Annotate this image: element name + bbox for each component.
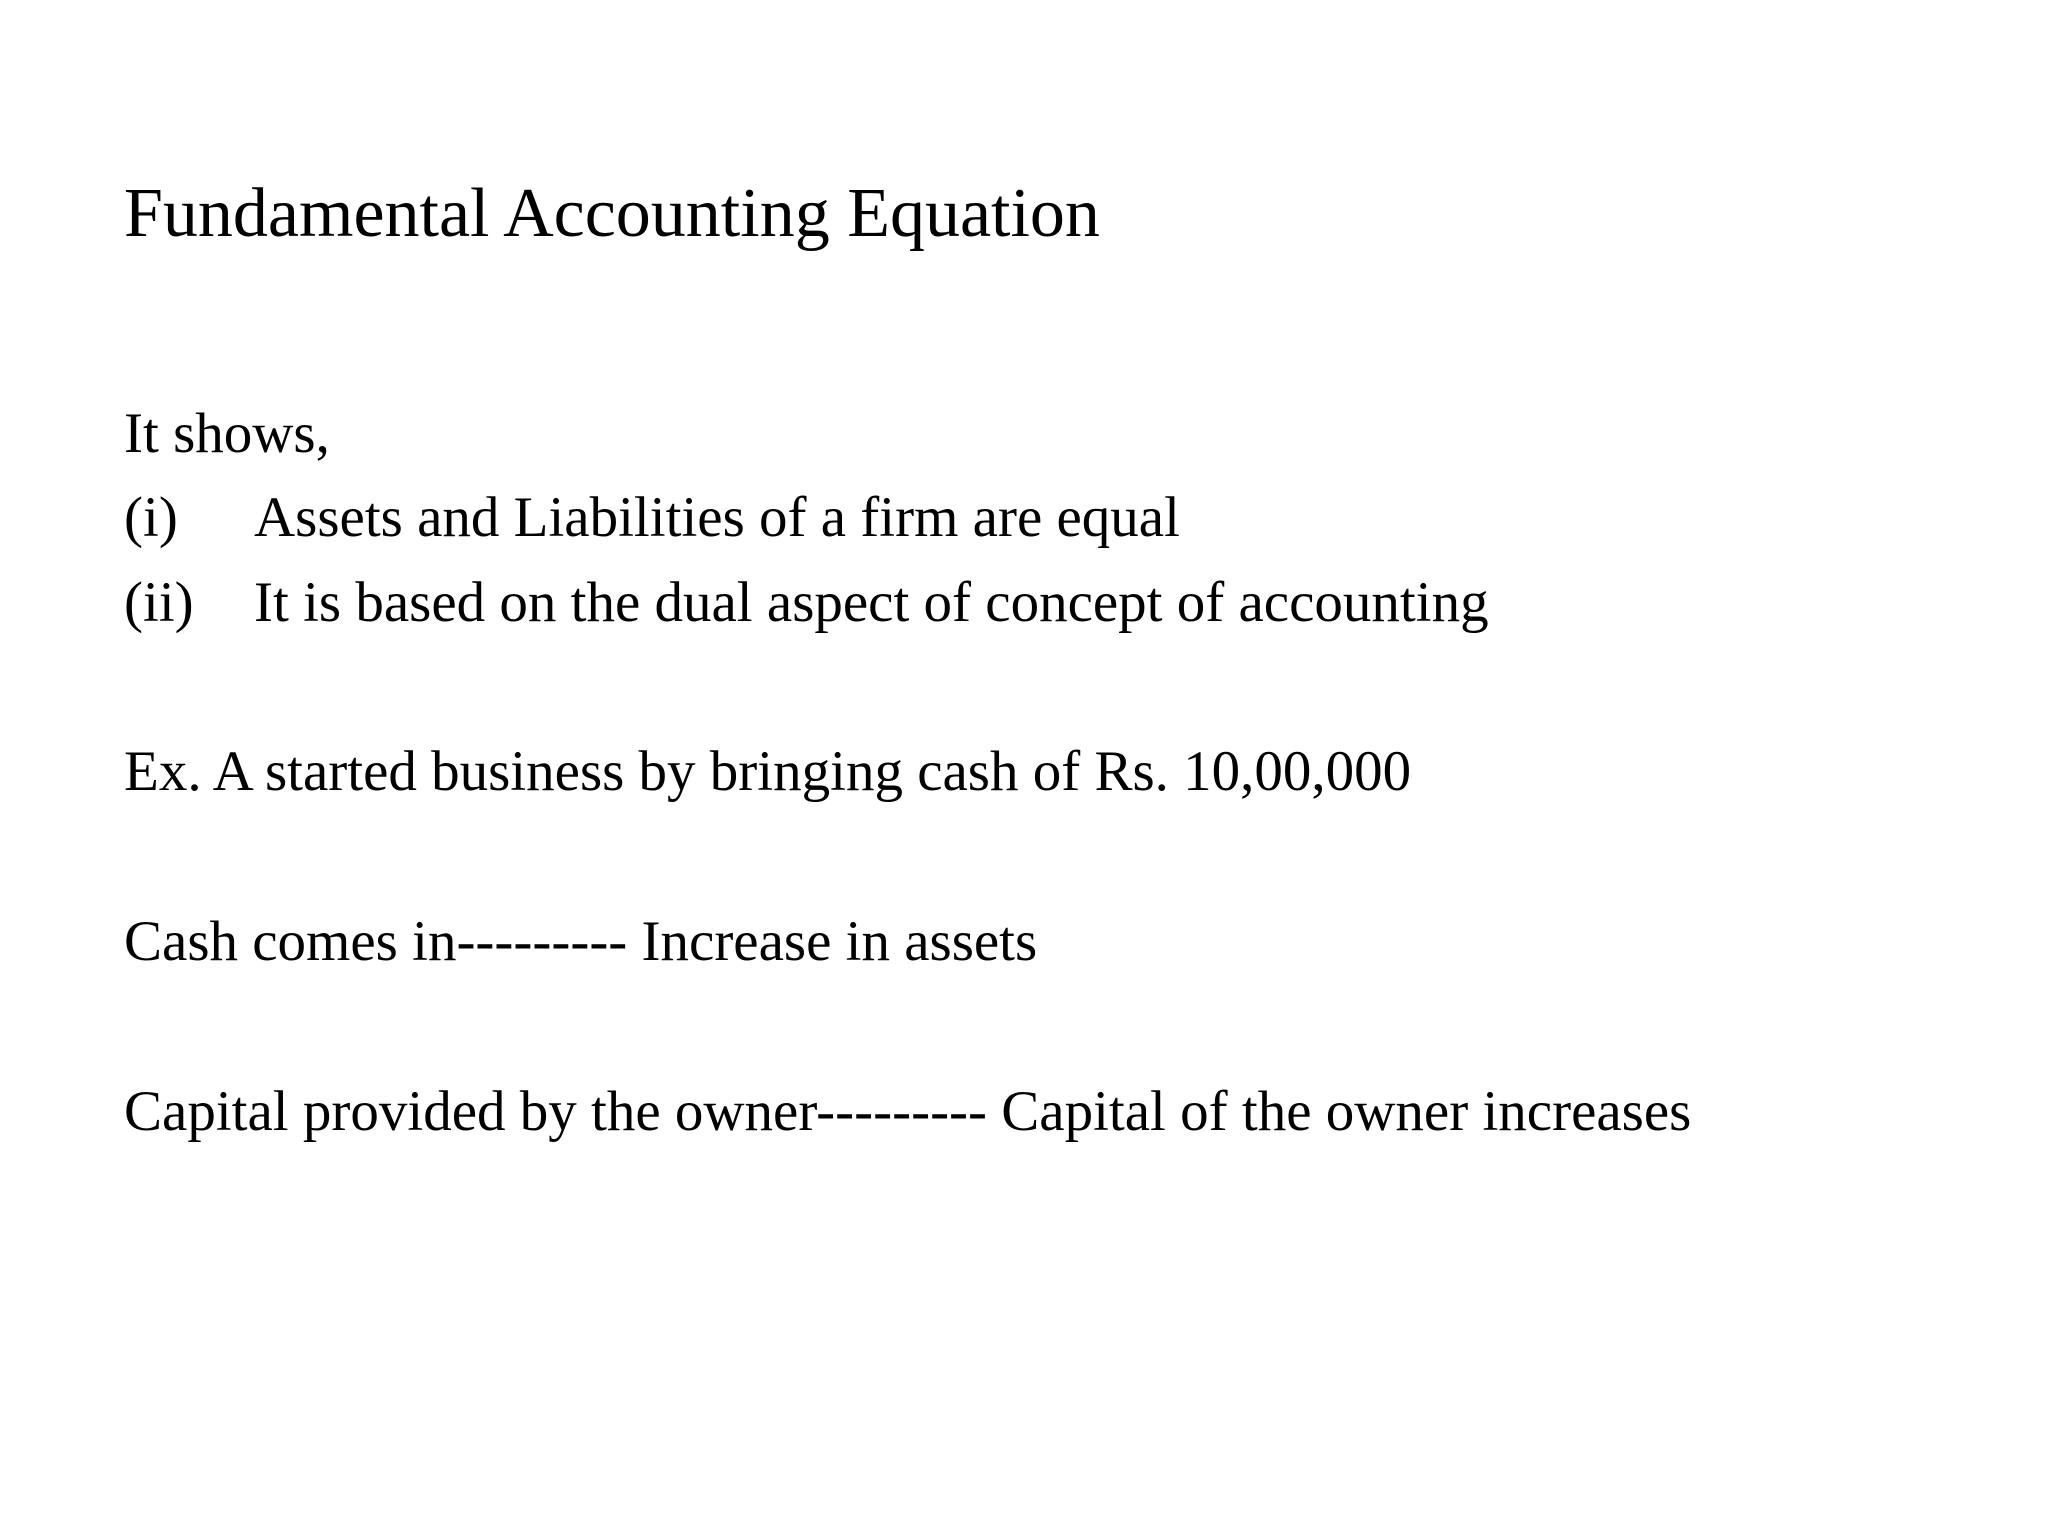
- list-item-number: (i): [124, 486, 178, 549]
- list-item-number: (ii): [124, 571, 194, 634]
- cash-line: Cash comes in--------- Increase in assets: [124, 910, 1038, 973]
- example-text: Ex. A started business by bringing cash of Rs. 10,00,000: [124, 740, 1412, 803]
- intro-text: It shows,: [124, 402, 330, 465]
- capital-line: Capital provided by the owner--------- Capital of the owner increases: [124, 1080, 1692, 1143]
- list-item: [124, 484, 1180, 552]
- slide-title: Fundamental Accounting Equation: [124, 175, 1100, 252]
- list-item-text: Assets and Liabilities of a firm are equal: [254, 486, 1180, 549]
- list-item: [124, 569, 1489, 637]
- list-item-text: It is based on the dual aspect of concept of accounting: [254, 571, 1489, 634]
